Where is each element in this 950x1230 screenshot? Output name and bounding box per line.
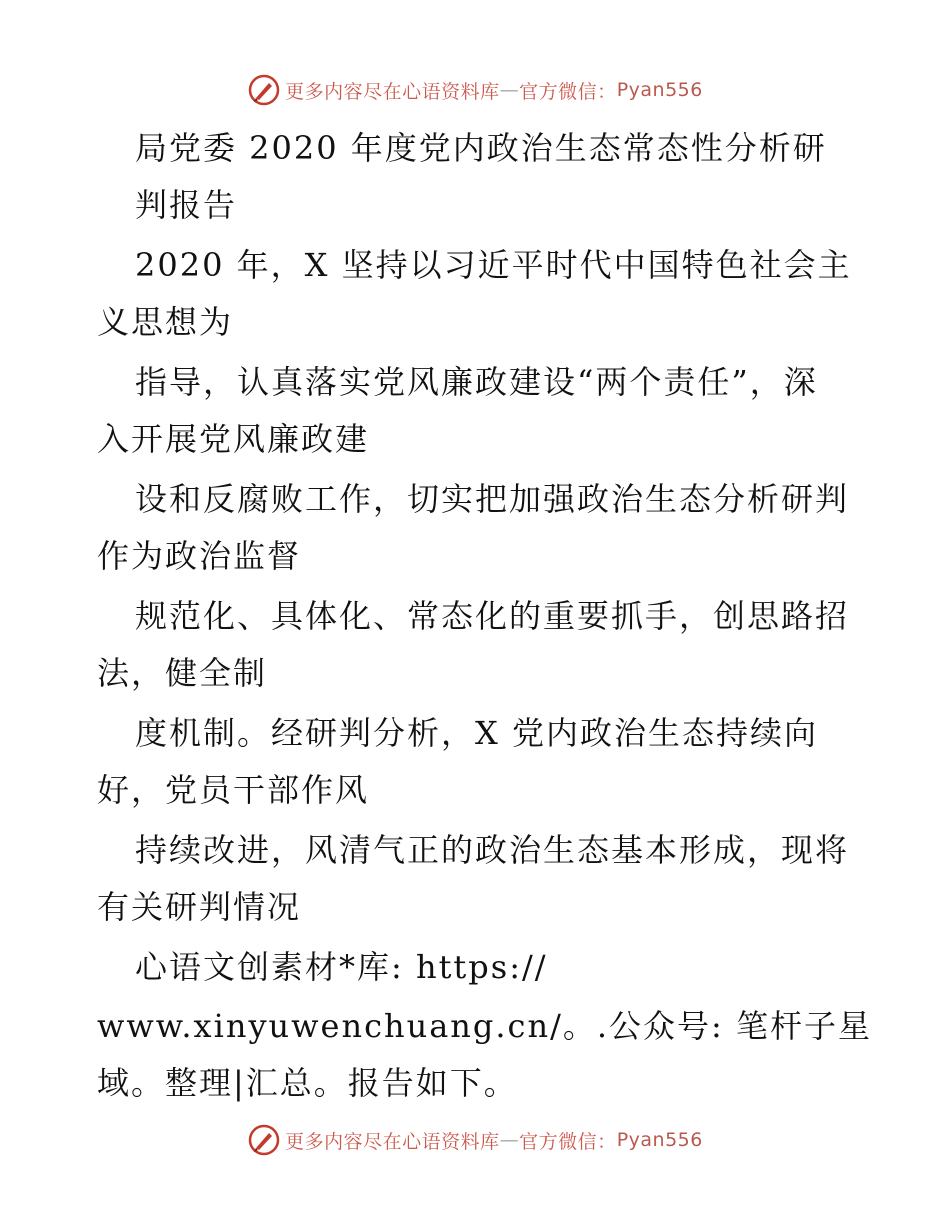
paragraph-line: 作为政治监督 [97, 537, 302, 575]
watermark-separator: — [499, 1129, 520, 1151]
paragraph-line: 法，健全制 [97, 654, 268, 692]
paragraph-line: 指导，认真落实党风廉政建设“两个责任”，深 [135, 363, 818, 401]
watermark-main-text: 更多内容尽在心语资料库 [285, 80, 500, 103]
paragraph-line: 心语文创素材*库: https:// [135, 948, 548, 986]
watermark-main-text: 更多内容尽在心语资料库 [285, 1130, 500, 1153]
watermark-separator: — [499, 79, 520, 101]
paragraph-line: 义思想为 [97, 303, 234, 341]
watermark-wechat-id: Pyan556 [616, 79, 703, 101]
pen-logo-icon [247, 1123, 281, 1157]
paragraph-line: www.xinyuwenchuang.cn/。.公众号: 笔杆子星 [97, 1007, 872, 1045]
footer-watermark [0, 1120, 950, 1160]
document-title-line-2: 判报告 [135, 186, 238, 224]
paragraph-line: 持续改进，风清气正的政治生态基本形成，现将 [135, 831, 850, 869]
paragraph-line: 规范化、具体化、常态化的重要抓手，创思路招 [135, 597, 850, 635]
paragraph-line: 2020 年，X 坚持以习近平时代中国特色社会主 [135, 246, 852, 284]
paragraph-line: 有关研判情况 [97, 888, 302, 926]
watermark-suffix-text: 官方微信： [519, 1130, 617, 1153]
paragraph-line: 设和反腐败工作，切实把加强政治生态分析研判 [135, 480, 850, 518]
paragraph-line: 度机制。经研判分析，X 党内政治生态持续向 [135, 714, 818, 752]
paragraph-line: 好，党员干部作风 [97, 771, 370, 809]
watermark-suffix-text: 官方微信： [519, 80, 617, 103]
paragraph-line: 入开展党风廉政建 [97, 420, 370, 458]
document-title-line-1: 局党委 2020 年度党内政治生态常态性分析研 [135, 129, 827, 167]
watermark-wechat-id: Pyan556 [616, 1129, 703, 1151]
paragraph-line: 域。整理|汇总。报告如下。 [97, 1064, 518, 1102]
